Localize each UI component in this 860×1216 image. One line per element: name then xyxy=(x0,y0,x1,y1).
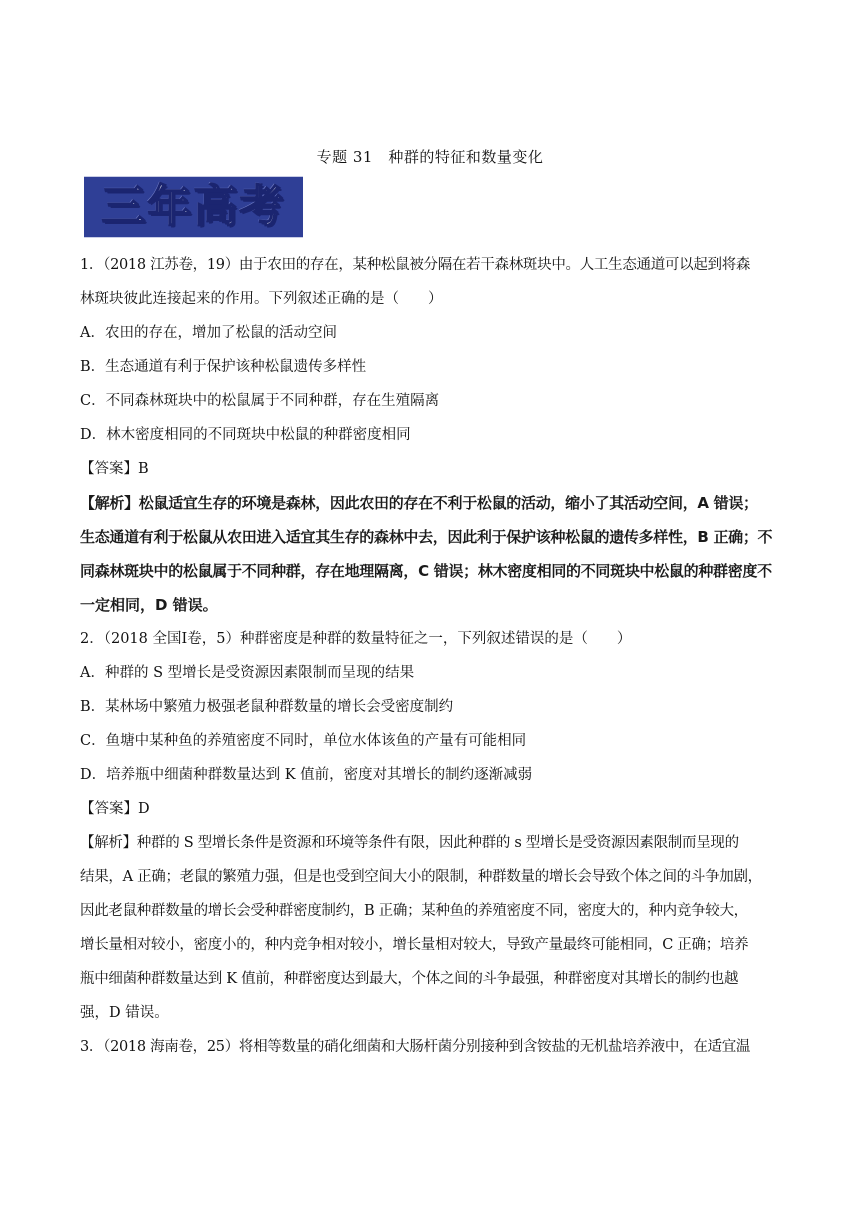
question-stem-line: 3．（2018 海南卷，25）将相等数量的硝化细菌和大肠杆菌分别接种到含铵盐的无机盐培养液中，在适宜温 xyxy=(80,1039,751,1055)
analysis xyxy=(80,486,780,622)
option-c: C．鱼塘中某种鱼的养殖密度不同时，单位水体该鱼的产量有可能相同 xyxy=(80,733,527,749)
question-stem-line: 林斑块彼此连接起来的作用。下列叙述正确的是（ ） xyxy=(80,291,443,307)
section-banner xyxy=(84,176,303,238)
answer: 【答案】B xyxy=(80,461,149,477)
option-d: D．培养瓶中细菌种群数量达到 K 值前，密度对其增长的制约逐渐减弱 xyxy=(80,767,533,783)
option-b: B．生态通道有利于保护该种松鼠遗传多样性 xyxy=(80,359,367,375)
analysis-line: 增长量相对较小，密度小的，种内竞争相对较小，增长量相对较大，导致产量最终可能相同，C 正确；培养 xyxy=(80,937,749,953)
analysis-line: 强，D 错误。 xyxy=(80,1005,169,1021)
question-1 xyxy=(80,248,780,622)
analysis xyxy=(80,826,780,1030)
option-a: A．种群的 S 型增长是受资源因素限制而呈现的结果 xyxy=(80,665,415,681)
banner-text: 三年高考 xyxy=(101,181,286,232)
analysis-line: 结果，A 正确；老鼠的繁殖力强，但是也受到空间大小的限制，种群数量的增长会导致个体之间的斗争加剧， xyxy=(80,869,762,885)
option-d: D．林木密度相同的不同斑块中松鼠的种群密度相同 xyxy=(80,427,411,443)
question-list xyxy=(80,248,780,1064)
analysis-line: 【解析】松鼠适宜生存的环境是森林，因此农田的存在不利于松鼠的活动，缩小了其活动空间，A 错误； xyxy=(80,494,758,512)
question-3 xyxy=(80,1030,780,1064)
analysis-line: 一定相同，D 错误。 xyxy=(80,596,218,614)
option-a: A．农田的存在，增加了松鼠的活动空间 xyxy=(80,325,337,341)
question-stem-line: 1．（2018 江苏卷，19）由于农田的存在，某种松鼠被分隔在若干森林斑块中。人工生态通道可以起到将森 xyxy=(80,257,751,273)
analysis-line: 生态通道有利于松鼠从农田进入适宜其生存的森林中去，因此利于保护该种松鼠的遗传多样性，B 正确；不 xyxy=(80,528,773,546)
option-b: B．某林场中繁殖力极强老鼠种群数量的增长会受密度制约 xyxy=(80,699,454,715)
analysis-line: 【解析】种群的 S 型增长条件是资源和环境等条件有限，因此种群的 s 型增长是受资源因素限制而呈现的 xyxy=(80,835,739,851)
page-title: 专题 31 种群的特征和数量变化 xyxy=(316,148,544,166)
analysis-line: 同森林斑块中的松鼠属于不同种群，存在地理隔离，C 错误；林木密度相同的不同斑块中松鼠的种群密度不 xyxy=(80,562,772,580)
question-2 xyxy=(80,622,780,1030)
analysis-line: 因此老鼠种群数量的增长会受种群密度制约，B 正确；某种鱼的养殖密度不同，密度大的，种内竞争较大， xyxy=(80,903,748,919)
option-c: C．不同森林斑块中的松鼠属于不同种群，存在生殖隔离 xyxy=(80,393,440,409)
analysis-line: 瓶中细菌种群数量达到 K 值前，种群密度达到最大，个体之间的斗争最强，种群密度对其增长的制约也越 xyxy=(80,971,739,987)
question-stem-line: 2．（2018 全国Ⅰ卷，5）种群密度是种群的数量特征之一，下列叙述错误的是（ ） xyxy=(80,631,632,647)
answer: 【答案】D xyxy=(80,801,150,817)
